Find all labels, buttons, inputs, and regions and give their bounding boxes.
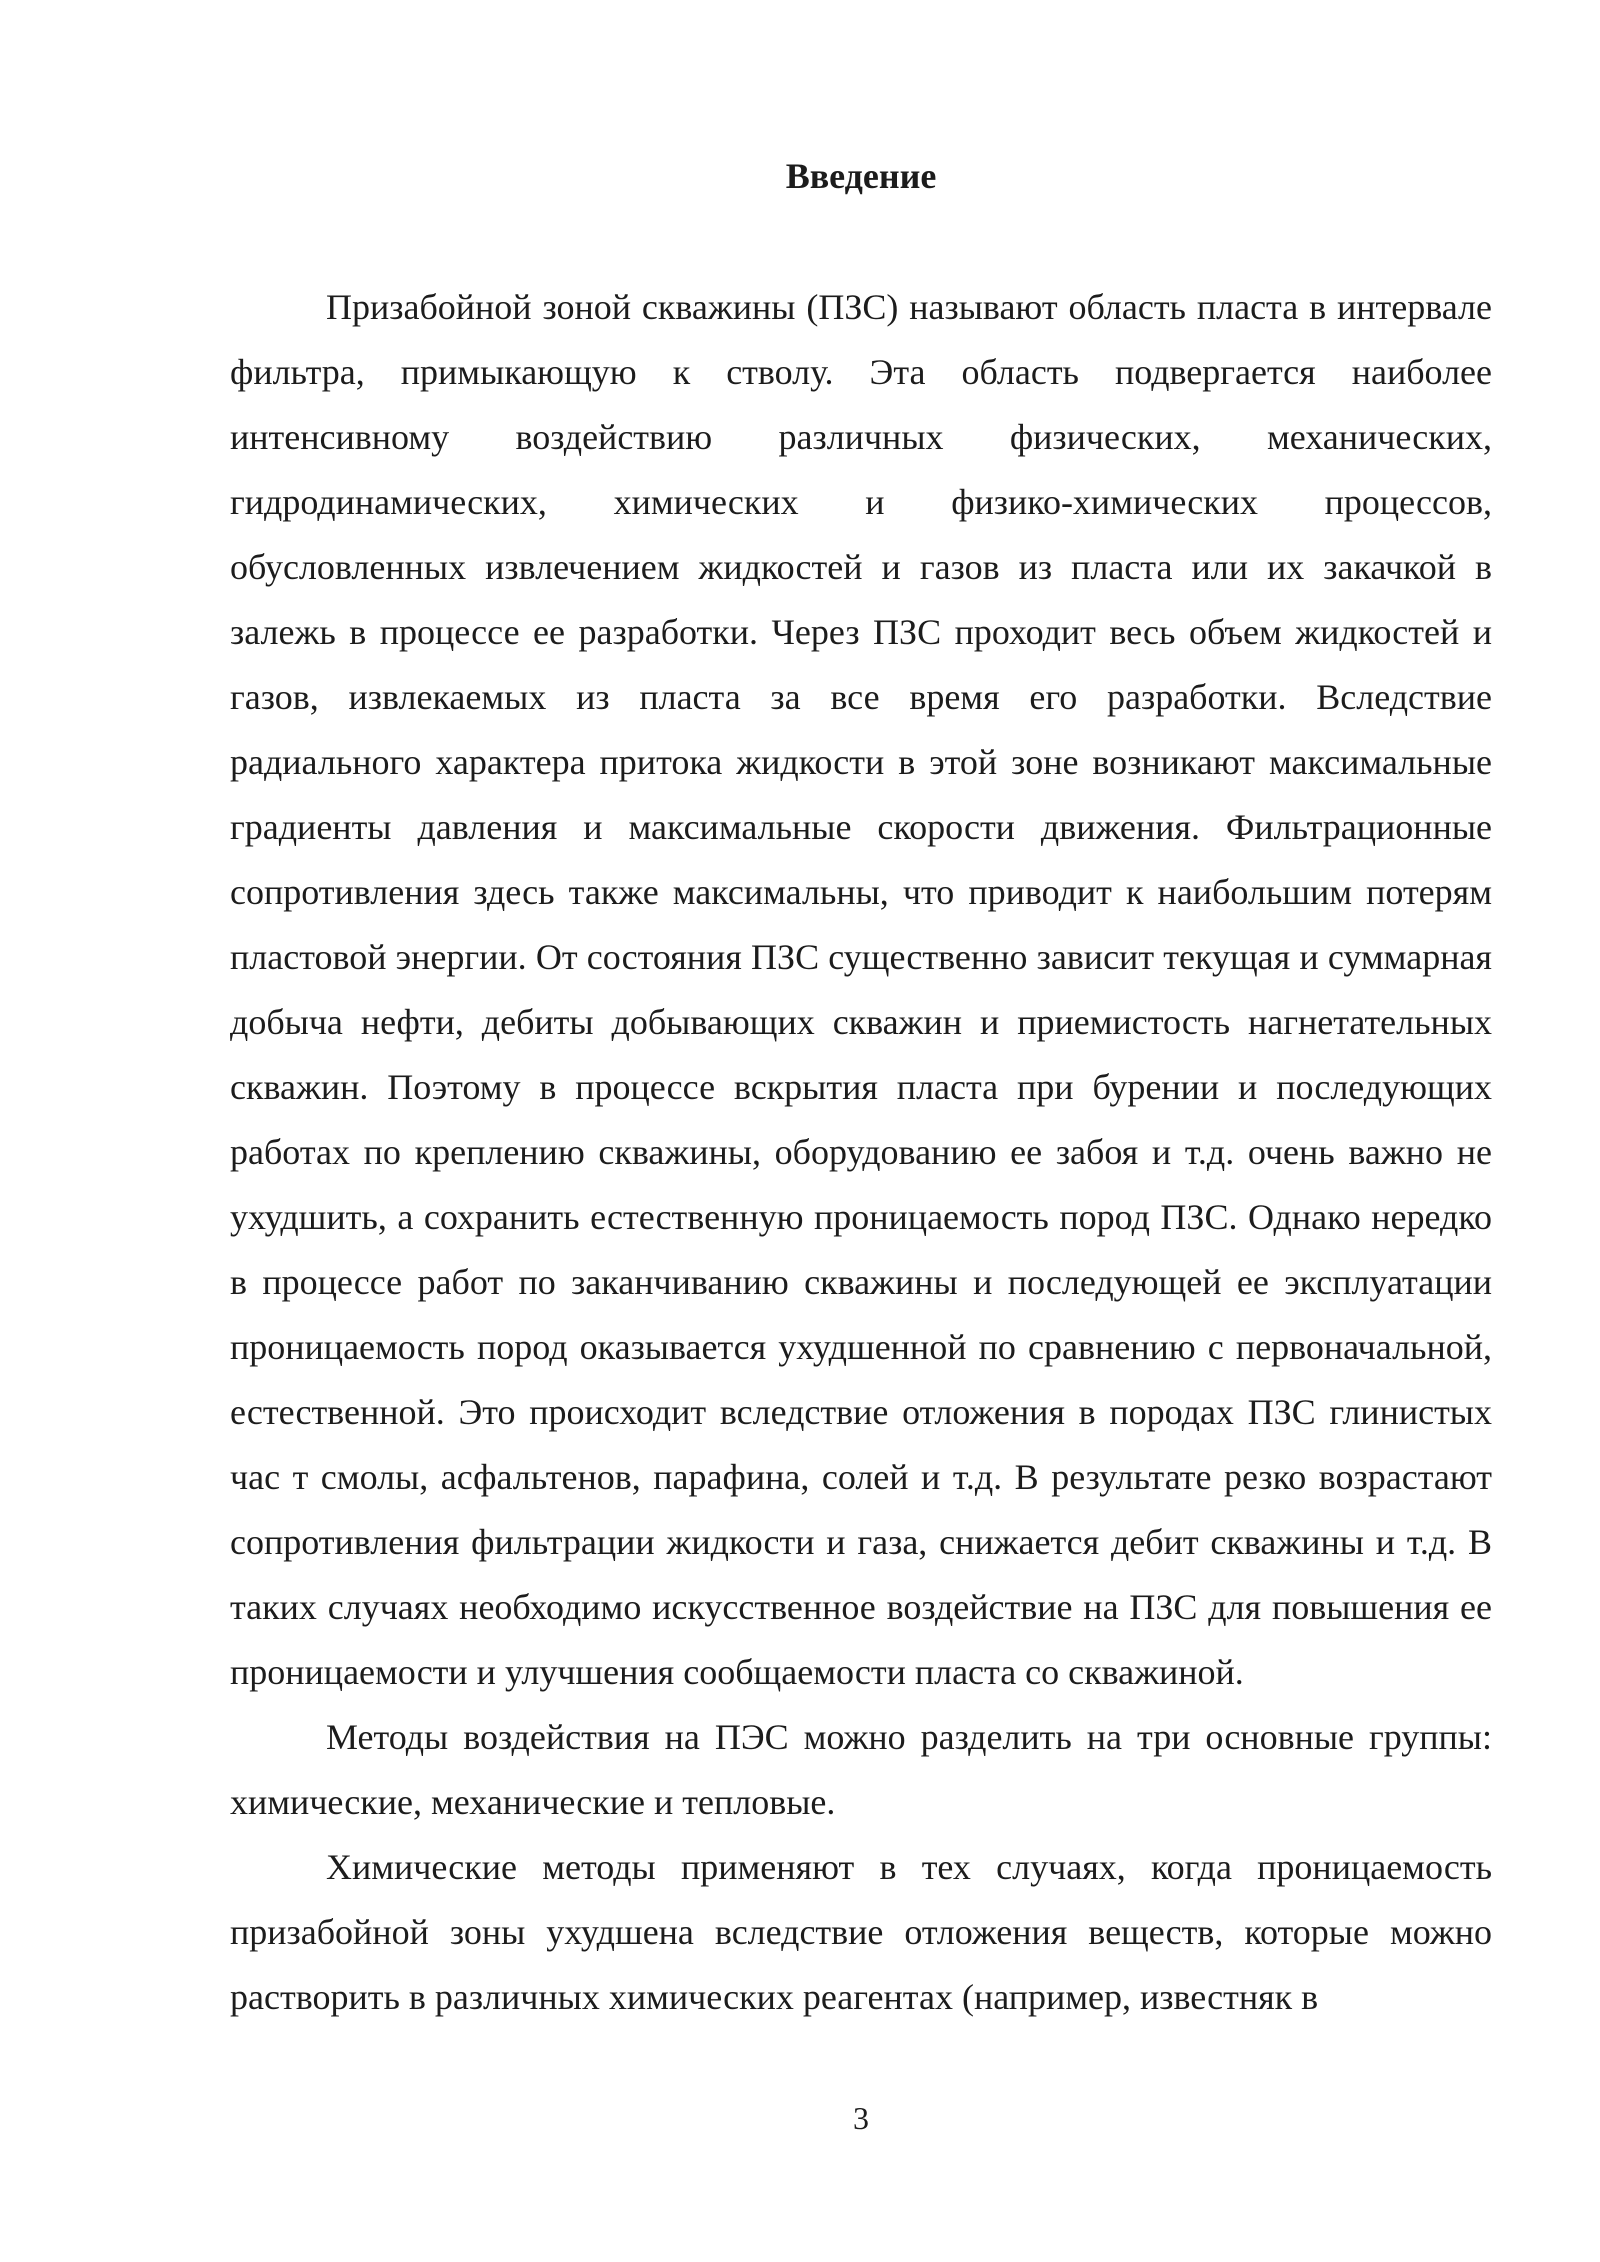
page-number: 3: [853, 2100, 869, 2136]
paragraph-chemical-methods: Химические методы применяют в тех случаях, когда проницаемость призабойной зоны ухудшена вследствие отложения веществ, которые можно растворить в различных химических реагентах (например, известняк в: [230, 1847, 1492, 2017]
paragraph-method-groups: Методы воздействия на ПЭС можно разделить на три основные группы: химические, механические и тепловые.: [230, 1717, 1492, 1822]
page-title: Введение: [785, 156, 937, 196]
document-body: [230, 275, 1492, 2030]
paragraph-pzs-definition: Призабойной зоной скважины (ПЗС) называют область пласта в интервале фильтра, примыкающую к стволу. Эта область подвергается наиболее интенсивному воздействию различных физических, механических, гидродинамических, химических и физико-химических процессов, обусловленных извлечением жидкостей и газов из пласта или их закачкой в залежь в процессе ее разработки. Через ПЗС проходит весь объем жидкостей и газов, извлекаемых из пласта за все время его разработки. Вследствие радиального характера притока жидкости в этой зоне возникают максимальные градиенты давления и максимальные скорости движения. Фильтрационные сопротивления здесь также максимальны, что приводит к наибольшим потерям пластовой энергии. От состояния ПЗС существенно зависит текущая и суммарная добыча нефти, дебиты добывающих скважин и приемистость нагнетательных скважин. Поэтому в процессе вскрытия пласта при бурении и последующих работах по креплению скважины, оборудованию ее забоя и т.д. очень важно не ухудшить, а сохранить естественную проницаемость пород ПЗС. Однако нередко в процессе работ по заканчиванию скважины и последующей ее эксплуатации проницаемость пород оказывается ухудшенной по сравнению с первоначальной, естественной. Это происходит вследствие отложения в породах ПЗС глинистых час т смолы, асфальтенов, парафина, солей и т.д. В результате резко возрастают сопротивления фильтрации жидкости и газа, снижается дебит скважины и т.д. В таких случаях необходимо искусственное воздействие на ПЗС для повышения ее проницаемости и улучшения сообщаемости пласта со скважиной.: [230, 287, 1492, 1692]
